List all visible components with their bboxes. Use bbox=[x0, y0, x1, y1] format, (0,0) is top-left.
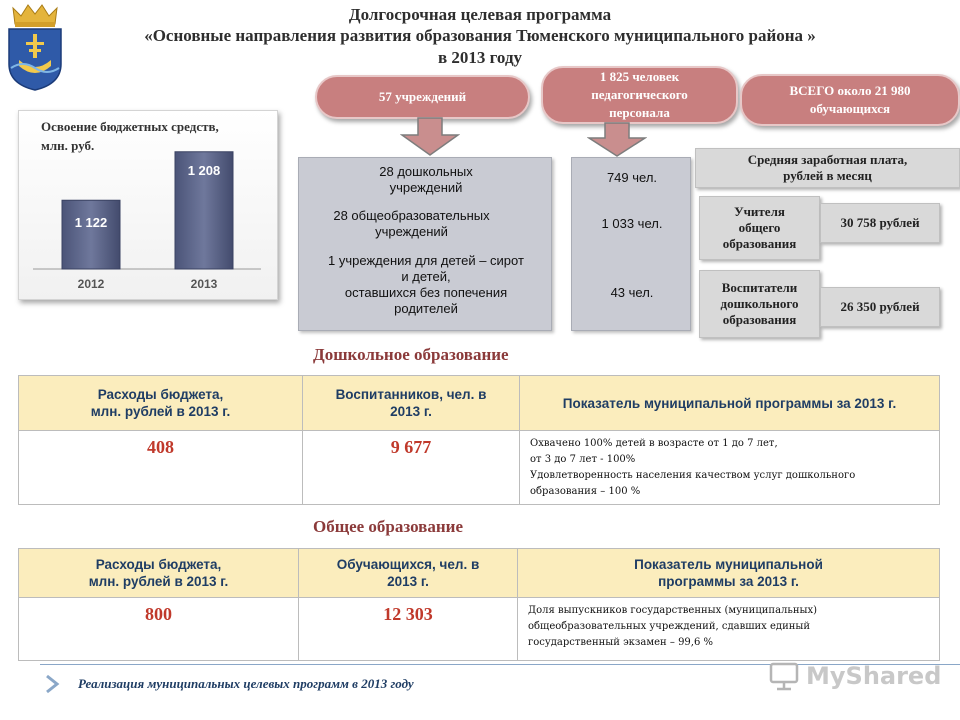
general-h1-line-1: Расходы бюджета, bbox=[95, 557, 222, 572]
preschool-institutions bbox=[299, 164, 553, 196]
general-expense-value: 800 bbox=[19, 598, 299, 661]
educators-line-2: дошкольного bbox=[720, 296, 799, 311]
preschool-pupils-value: 9 677 bbox=[303, 431, 520, 505]
chart-bar-2012 bbox=[62, 200, 120, 269]
arrow-down-icon bbox=[400, 117, 460, 157]
footer-text: Реализация муниципальных целевых программ в 2013 году bbox=[78, 676, 414, 691]
general-note-1: Доля выпускников государственных (муниципальных) bbox=[528, 605, 818, 616]
educators-line-3: образования bbox=[722, 312, 797, 327]
orphans-line-3: оставшихся без попечения bbox=[344, 285, 508, 300]
orphans-line-2: и детей, bbox=[401, 269, 451, 284]
preschool-header-indicator: Показатель муниципальной программы за 2013 г. bbox=[520, 376, 940, 431]
salary-header-line-2: рублей в месяц bbox=[783, 168, 872, 183]
teachers-line-3: образования bbox=[722, 236, 797, 251]
general-header-expense bbox=[19, 549, 299, 598]
general-h3-line-2: программы за 2013 г. bbox=[658, 574, 799, 589]
staff-panel bbox=[571, 157, 691, 331]
teachers-line-2: общего bbox=[738, 220, 781, 235]
institutions-count-pill bbox=[315, 75, 530, 119]
coat-of-arms bbox=[5, 2, 65, 92]
general-note-2: общеобразовательных учреждений, сдавших единый bbox=[528, 621, 811, 632]
preschool-note-4: образования – 100 % bbox=[530, 486, 641, 497]
preschool-h1-line-2: млн. рублей в 2013 г. bbox=[90, 404, 231, 419]
general-header-indicator bbox=[518, 549, 940, 598]
staff-preschool: 749 чел. bbox=[606, 170, 658, 185]
general-h2-line-2: 2013 г. bbox=[387, 574, 429, 589]
header-line-2: «Основные направления развития образования Тюменского муниципального района » bbox=[144, 26, 816, 45]
preschool-line-1: 28 дошкольных bbox=[379, 164, 473, 179]
general-line-1: 28 общеобразовательных bbox=[333, 208, 490, 223]
staff-count-line-1: 1 825 человек bbox=[599, 69, 680, 84]
preschool-line-2: учреждений bbox=[389, 180, 463, 195]
salary-teachers-value: 30 758 рублей bbox=[820, 203, 940, 243]
chart-title-line-1: Освоение бюджетных средств, bbox=[41, 119, 219, 134]
budget-bar-chart bbox=[19, 111, 277, 299]
preschool-table bbox=[18, 375, 940, 505]
chevron-right-icon bbox=[44, 674, 60, 694]
general-header-students bbox=[299, 549, 518, 598]
general-h3-line-1: Показатель муниципальной bbox=[634, 557, 823, 572]
arrow-down-icon bbox=[587, 122, 647, 158]
chart-value-label-2013: 1 208 bbox=[187, 162, 221, 178]
general-line-2: учреждений bbox=[375, 224, 448, 239]
staff-count-line-2: педагогического bbox=[591, 87, 688, 102]
general-section-title: Общее образование bbox=[313, 517, 463, 536]
students-total-line-2: обучающихся bbox=[809, 101, 891, 116]
watermark-text: MyShared bbox=[806, 662, 942, 690]
preschool-h2-line-2: 2013 г. bbox=[390, 404, 432, 419]
preschool-h1-line-1: Расходы бюджета, bbox=[97, 387, 224, 402]
header-line-1: Долгосрочная целевая программа bbox=[348, 5, 612, 24]
preschool-note-3: Удовлетворенность населения качеством услуг дошкольного bbox=[530, 470, 856, 481]
orphans-line-4: родителей bbox=[394, 301, 458, 316]
general-students-value: 12 303 bbox=[299, 598, 518, 661]
salary-teachers-label bbox=[699, 196, 820, 260]
watermark bbox=[768, 656, 941, 696]
general-indicator-notes bbox=[518, 598, 940, 661]
educators-line-1: Воспитатели bbox=[721, 280, 798, 295]
orphans-line-1: 1 учреждения для детей – сирот bbox=[328, 253, 524, 268]
students-total-line-1: ВСЕГО около 21 980 bbox=[789, 83, 911, 98]
salary-educators-label bbox=[699, 270, 820, 338]
chart-category-2012: 2012 bbox=[77, 277, 105, 291]
general-institutions bbox=[299, 208, 524, 240]
staff-general: 1 033 чел. bbox=[601, 216, 663, 231]
salary-header bbox=[695, 148, 960, 188]
institutions-panel bbox=[298, 157, 552, 331]
students-total-pill bbox=[740, 74, 960, 126]
orphan-institutions bbox=[299, 253, 553, 317]
preschool-expense-value: 408 bbox=[19, 431, 303, 505]
header-line-3: в 2013 году bbox=[437, 48, 523, 67]
preschool-header-expense bbox=[19, 376, 303, 431]
general-table bbox=[18, 548, 940, 661]
salary-educators-value: 26 350 рублей bbox=[820, 287, 940, 327]
staff-count-pill bbox=[541, 66, 738, 124]
general-note-3: государственный экзамен – 99,6 % bbox=[528, 637, 714, 648]
preschool-indicator-notes bbox=[520, 431, 940, 505]
salary-header-line-1: Средняя заработная плата, bbox=[747, 152, 908, 167]
presentation-icon bbox=[768, 661, 802, 691]
staff-orphans: 43 чел. bbox=[610, 285, 654, 300]
institutions-count-text: 57 учреждений bbox=[378, 89, 467, 104]
chart-title-line-2: млн. руб. bbox=[41, 138, 95, 153]
preschool-note-1: Охвачено 100% детей в возрасте от 1 до 7 лет, bbox=[530, 438, 778, 449]
staff-count-line-3: персонала bbox=[609, 105, 670, 120]
general-h1-line-2: млн. рублей в 2013 г. bbox=[88, 574, 229, 589]
budget-chart-panel bbox=[18, 110, 278, 300]
preschool-section-title: Дошкольное образование bbox=[313, 345, 509, 364]
preschool-note-2: от 3 до 7 лет - 100% bbox=[530, 454, 636, 465]
chart-value-label-2012: 1 122 bbox=[74, 215, 108, 231]
preschool-header-pupils bbox=[303, 376, 520, 431]
general-h2-line-1: Обучающихся, чел. в bbox=[336, 557, 480, 572]
teachers-line-1: Учителя bbox=[734, 204, 785, 219]
preschool-h2-line-1: Воспитанников, чел. в bbox=[335, 387, 487, 402]
chart-category-2013: 2013 bbox=[190, 277, 218, 291]
